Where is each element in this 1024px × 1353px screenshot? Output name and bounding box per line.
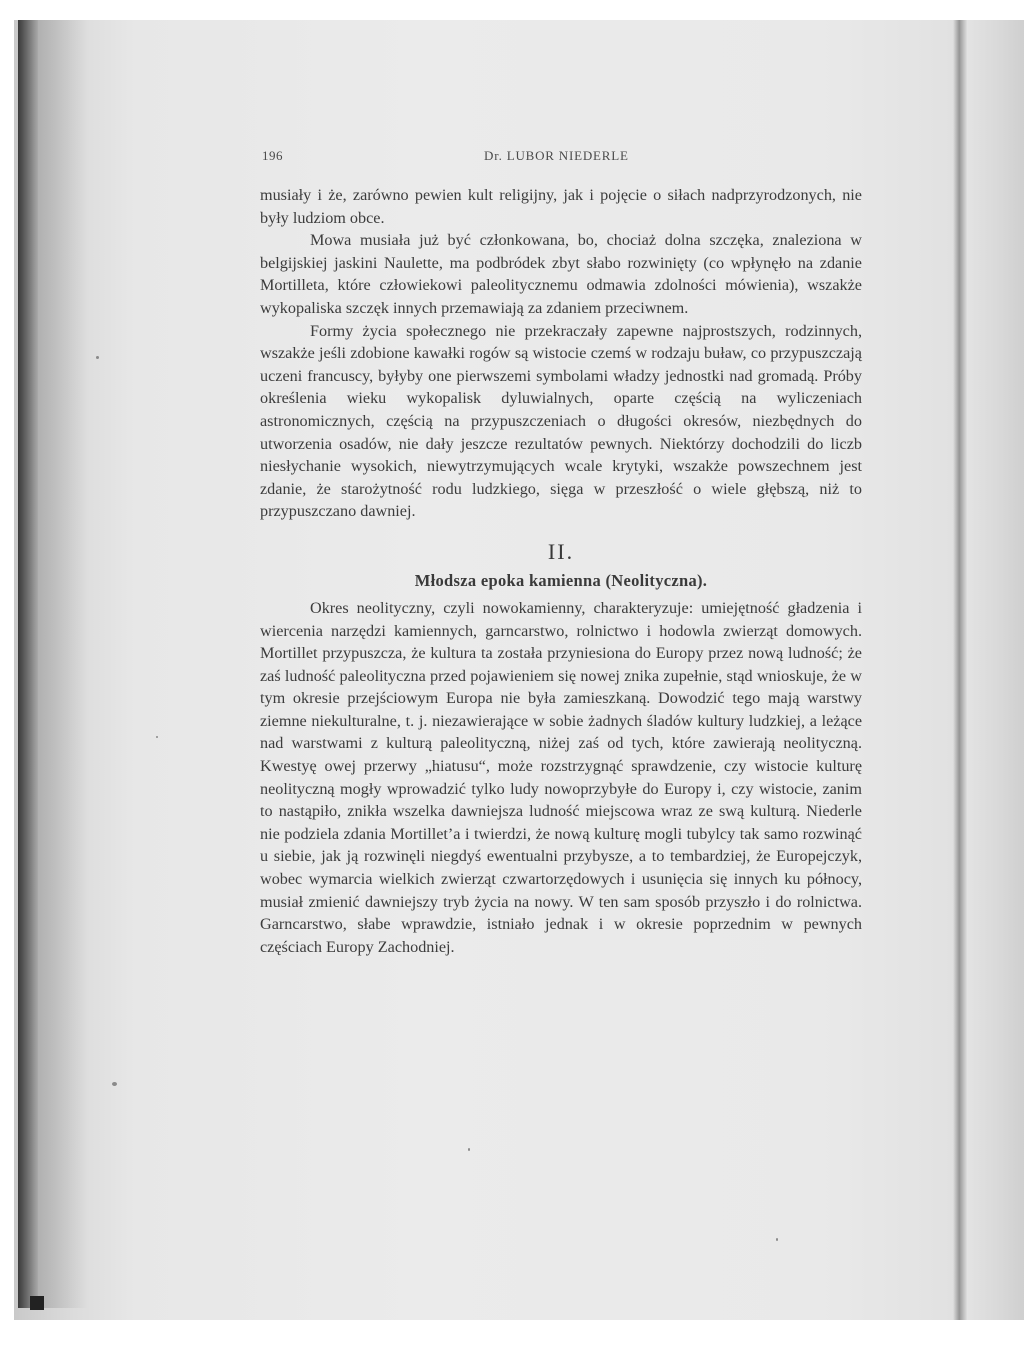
paragraph-3: Formy życia społecznego nie przekraczały zapewne najprostszych, rodzinnych, wszakże jeśli zdobione kawałki rogów są wistocie czemś w rodzaju buław, co przypuszczają uczeni francuscy, byłyby one pierwszemi symbolami władzy jednostki nad gromadą. Próby określenia wieku wykopalisk dyluwialnych, oparte częścią na wyliczeniach astronomicznych, częścią na przypuszczeniach o długości okresów, niezbędnych do utworzenia osadów, nie dały jeszcze rezultatów pewnych. Niektórzy dochodzili do liczb niesłychanie wysokich, niewytrzymujących wcale krytyki, wszakże powszechnem jest zdanie, że starożytność rodu ludzkiego, sięga w przeszłość o wiele głębszą, niż to przypuszczano dawniej. (260, 321, 862, 521)
page-edge-strip (967, 20, 1024, 1320)
scan-corner-mark (30, 1296, 44, 1310)
paragraph-1: musiały i że, zarówno pewien kult religijny, jak i pojęcie o siłach nadprzyrodzonych, nie były ludziom obce. (260, 186, 862, 227)
body-text (260, 184, 862, 958)
paper-speck (112, 1082, 117, 1086)
paper-speck (96, 356, 99, 359)
page-header (262, 148, 862, 168)
book-binding (18, 20, 38, 1308)
section-title: Młodsza epoka kamienna (Neolityczna). (414, 570, 708, 590)
page-fold-edge (953, 20, 967, 1320)
paragraph-4: Okres neolityczny, czyli nowokamienny, charakteryzuje: umiejętność gładzenia i wiercenia narzędzi kamiennych, garncarstwo, rolnictwo i hodowla zwierząt domowych. Mortillet przypuszcza, że kultura ta została przyniesiona do Europy przez nową ludność; że zaś ludność paleolityczna przed pojawieniem się nowej znika zupełnie, stąd wnioskuje, że w tym okresie przejściowym Europa nie była zamieszkaną. Dowodzić tego mają warstwy ziemne niekulturalne, t. j. niezawierające w sobie żadnych śladów kultury ludzkiej, a leżące nad warstwami z kulturą paleolityczną, niżej zaś od tych, które zawierają neolityczną. Kwestyę owej przerwy „hiatusu“, może rozstrzygnąć sprawdzenie, czy wistocie kulturę neolityczną mogły wprowadzić tylko ludy nowoprzybyłe do Europy i, czy wistocie, zanim to nastąpiło, znikła wszelka dawniejsza ludność miejscowa wraz ze swą kulturą. Niederle nie podziela zdania Mortillet’a i twierdzi, że nową kulturę mogli tubylcy tak samo rozwinąć u siebie, jak ją rozwinęli niegdyś ewentualni przybysze, a to tembardziej, że Europejczyk, wobec wymarcia wielkich zwierząt czwartorzędowych i usunięcia się innych ku północy, musiał zmienić dawniejszy tryb życia na nowy. W ten sam sposób przyszło i do rolnictwa. Garncarstwo, słabe wprawdzie, istniało jednak i w okresie poprzednim w pewnych częściach Europy Zachodniej. (260, 598, 862, 956)
paragraph-2: Mowa musiała już być członkowana, bo, chociaż dolna szczęka, znaleziona w belgijskiej jaskini Naulette, ma podbródek zbyt słabo rozwinięty (co wpłynęło na zdanie Mortilleta, które człowiekowi paleolitycznemu odmawia zdolności mówienia), wszakże wykopaliska szczęk innych przemawiają za zdaniem przeciwnem. (260, 231, 862, 317)
paper-speck (156, 736, 158, 738)
paper-speck (468, 1148, 470, 1151)
running-head: Dr. LUBOR NIEDERLE (484, 148, 629, 163)
page-number: 196 (262, 148, 283, 163)
binding-shadow (38, 20, 88, 1308)
section-number: II. (547, 538, 575, 564)
paper-speck (776, 1238, 778, 1241)
